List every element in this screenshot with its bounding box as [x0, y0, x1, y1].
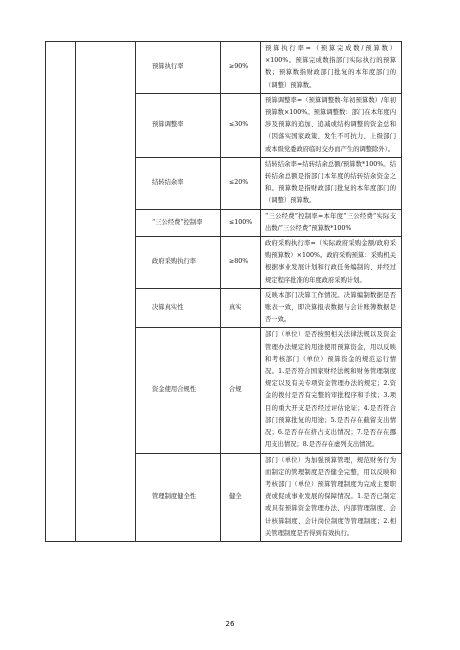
indicator-name: 决算真实性 [136, 288, 221, 328]
indicator-standard: ≥90% [221, 42, 261, 94]
indicator-name: 政府采购执行率 [136, 237, 221, 289]
indicator-description: 部门（单位）为加强预算管理，规范财务行为而制定的管理制度是否健全完整，用以反映和考核部门（单位）预算管理制度为完成主要职责或促成事业发展的保障情况。1.是否已制定或具有预算资金管理办法、内部管理制度、会计核算制度、会计岗位制度等管理制度；2.相关管理制度是否得到有效执行。 [261, 453, 402, 541]
indicator-name: 预算执行率 [136, 42, 221, 94]
indicator-description: 部门（单位）是否按照相关法律法规以及资金管理办法规定的用途使用预算资金，用以反映和考核部门（单位）预算资金的规范运行情况。1.是否符合国家财经法规和财务管理制度规定以及有关专项资金管理办法的规定；2.资金的拨付是否有完整的审批程序和手续；3.项目的重大开支是否经过评估论证；4.是否符合部门预算批复的用途；5.是否存在截留支出情况；6.是否存在挤占支出情况；7.是否存在挪用支出情况；8.是否存在虚列支出情况。 [261, 328, 402, 453]
indicator-name: “三公经费”控制率 [136, 209, 221, 236]
indicator-standard: ≤100% [221, 209, 261, 236]
page-number: 26 [225, 620, 235, 628]
indicator-standard: ≤30% [221, 93, 261, 157]
indicator-standard: 健全 [221, 453, 261, 541]
indicator-name: 资金使用合规性 [136, 328, 221, 453]
table-row [46, 42, 402, 94]
indicator-standard: 真实 [221, 288, 261, 328]
performance-indicator-table [45, 41, 402, 542]
indicator-description: 结转结余率=结转结余总额/预算数*100%。结转结余总额是指部门本年度的结转结余资金之和。预算数是指财政部门批复的本年度部门的（调整）预算数。 [261, 157, 402, 209]
indicator-name: 结转结余率 [136, 157, 221, 209]
indicator-description: 预算执行率=（预算完成数/预算数）×100%。预算完成数指部门实际执行的预算数；预算数指财政部门批复的本年度部门的（调整）预算数。 [261, 42, 402, 94]
indicator-description: 反映本部门决算工作情况。决算编制数据是否账表一致，即决算报表数据与会计账簿数据是否一致。 [261, 288, 402, 328]
indicator-name: 预算调整率 [136, 93, 221, 157]
category-cell-level1 [46, 42, 76, 542]
indicator-description: 政府采购执行率=（实际政府采购金额/政府采购预算数）×100%。政府采购预算：采购机关根据事业发展计划和行政任务编制的、并经过规定程序批准的年度政府采购计划。 [261, 237, 402, 289]
category-cell-level2 [76, 42, 136, 542]
indicator-description: 预算调整率=（预算调整数-年初预算数）/年初预算数×100%。预算调整数：部门在本年度内涉及预算的追加、追减或结构调整的资金总和（因落实国家政策、发生不可抗力、上级部门或本级党委政府临时交办而产生的调整除外）。 [261, 93, 402, 157]
indicator-standard: ≥80% [221, 237, 261, 289]
indicator-standard: 合规 [221, 328, 261, 453]
indicator-description: “三公经费”控制率=本年度“三公经费”实际支出数/“三公经费”预算数*100% [261, 209, 402, 236]
indicator-standard: ≤20% [221, 157, 261, 209]
indicator-name: 管理制度健全性 [136, 453, 221, 541]
